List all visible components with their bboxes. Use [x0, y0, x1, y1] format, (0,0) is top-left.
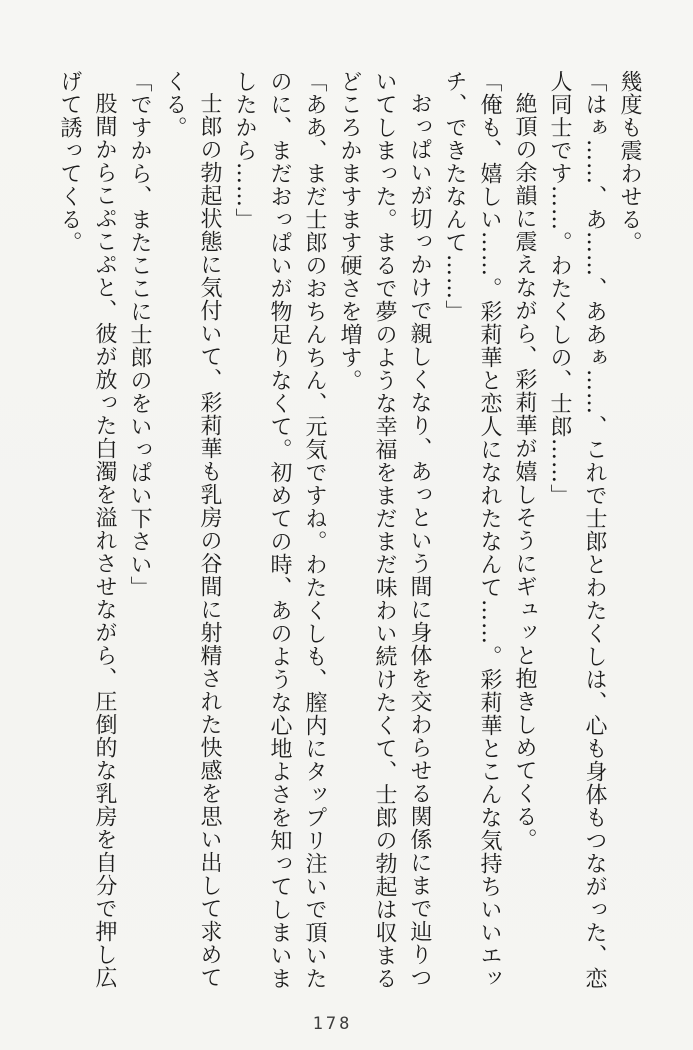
text-column: いてしまった。まるで夢のような幸福をまだまだ味わい続けたくて、士郎の勃起は収まる — [372, 70, 397, 990]
text-column: 「ですから、またここに士郎のをいっぱい下さい」 — [127, 70, 152, 599]
text-column: げて誘ってくる。 — [57, 70, 82, 254]
text-column: 「はぁ……、あ……、ああぁ……、これで士郎とわたくしは、心も身体もつながった、恋 — [582, 70, 607, 990]
text-column: 「ああ、まだ士郎のおちんちん、元気ですね。わたくしも、膣内にタップリ注いで頂いた — [302, 70, 327, 990]
text-column: おっぱいが切っかけで親しくなり、あっという間に身体を交わらせる関係にまで辿りつ — [407, 92, 432, 989]
vertical-text-block — [52, 70, 647, 992]
text-column: 股間からこぷこぷと、彼が放った白濁を溢れさせながら、圧倒的な乳房を自分で押し広 — [92, 92, 117, 989]
text-column: どころかますます硬さを増す。 — [337, 70, 362, 392]
text-column: 幾度も震わせる。 — [617, 70, 642, 254]
text-column: したから……」 — [232, 70, 257, 231]
text-column: チ、できたなんて……」 — [442, 70, 467, 323]
text-column: くる。 — [162, 70, 187, 139]
text-column: 人同士です……。わたくしの、士郎……」 — [547, 70, 572, 507]
text-column: 絶頂の余韻に震えながら、彩莉華が嬉しそうにギュッと抱きしめてくる。 — [512, 92, 537, 851]
text-column: のに、まだおっぱいが物足りなくて。初めての時、あのような心地よさを知ってしまいま — [267, 70, 292, 990]
text-column: 士郎の勃起状態に気付いて、彩莉華も乳房の谷間に射精された快感を思い出して求めて — [197, 92, 222, 989]
text-column: 「俺も、嬉しい……。彩莉華と恋人になれたなんて……。彩莉華とこんな気持ちいいエッ — [477, 70, 502, 990]
page-number: 178 — [312, 1014, 353, 1034]
